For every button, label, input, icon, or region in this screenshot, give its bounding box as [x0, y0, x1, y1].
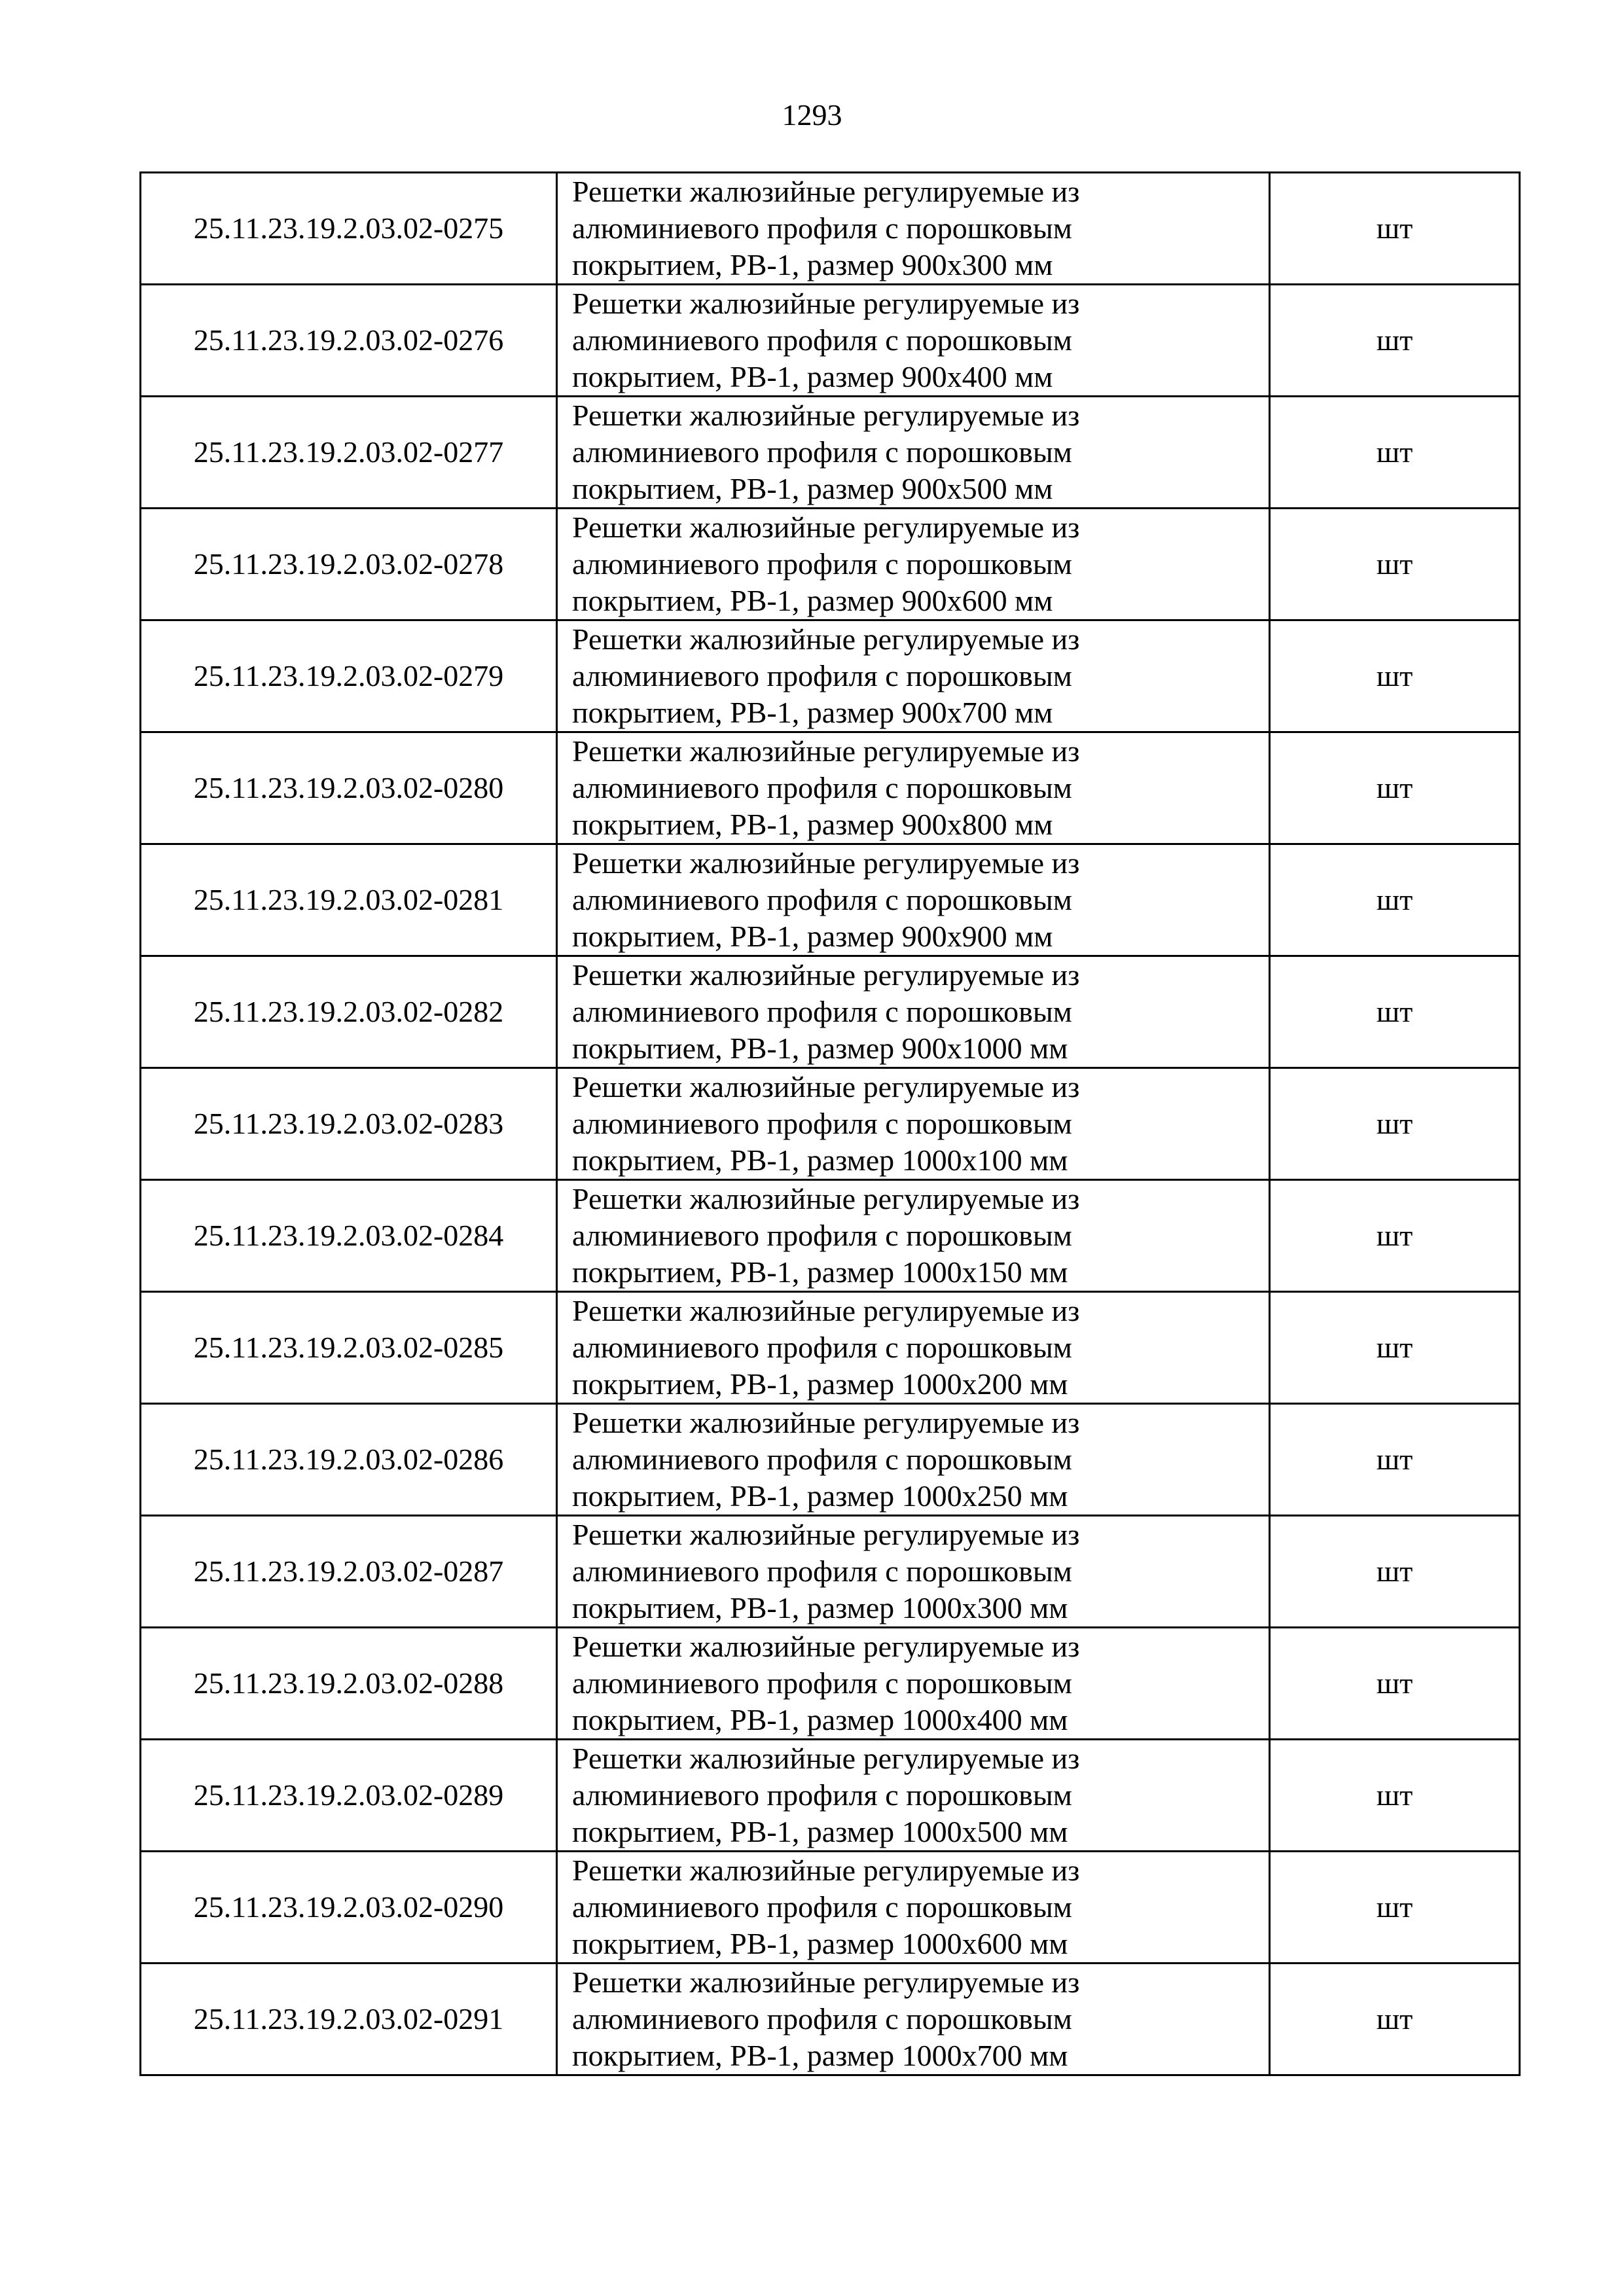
table-row [141, 1964, 1520, 2075]
item-code-cell: 25.11.23.19.2.03.02-0289 [141, 1740, 557, 1852]
item-description-line: алюминиевого профиля с порошковым [572, 1554, 1072, 1588]
item-description-cell [557, 1964, 1270, 2075]
item-description-line: Решетки жалюзийные регулируемые из [572, 1630, 1080, 1663]
item-unit-cell: шт [1270, 509, 1520, 620]
table-row [141, 1740, 1520, 1852]
item-description-line: покрытием, РВ-1, размер 1000х100 мм [572, 1143, 1068, 1177]
item-description-cell [557, 1180, 1270, 1292]
item-description-line: Решетки жалюзийные регулируемые из [572, 1070, 1080, 1103]
item-description-line: алюминиевого профиля с порошковым [572, 1331, 1072, 1364]
item-code-cell: 25.11.23.19.2.03.02-0275 [141, 173, 557, 285]
table-row [141, 173, 1520, 285]
table-row [141, 1852, 1520, 1964]
item-unit-cell: шт [1270, 173, 1520, 285]
item-description-cell [557, 397, 1270, 509]
item-code-cell: 25.11.23.19.2.03.02-0283 [141, 1068, 557, 1180]
item-description-line: Решетки жалюзийные регулируемые из [572, 287, 1080, 320]
item-description-line: покрытием, РВ-1, размер 1000х700 мм [572, 2039, 1068, 2072]
item-description-cell [557, 956, 1270, 1068]
item-unit-cell: шт [1270, 732, 1520, 844]
item-description-line: покрытием, РВ-1, размер 900х1000 мм [572, 1031, 1068, 1065]
item-code-cell: 25.11.23.19.2.03.02-0287 [141, 1516, 557, 1628]
item-description-line: алюминиевого профиля с порошковым [572, 883, 1072, 916]
item-description-cell [557, 1068, 1270, 1180]
item-description-line: алюминиевого профиля с порошковым [572, 1443, 1072, 1476]
item-description-line: алюминиевого профиля с порошковым [572, 1219, 1072, 1252]
item-unit-cell: шт [1270, 1516, 1520, 1628]
item-code-cell: 25.11.23.19.2.03.02-0288 [141, 1628, 557, 1740]
item-description-line: алюминиевого профиля с порошковым [572, 1666, 1072, 1700]
item-unit-cell: шт [1270, 1628, 1520, 1740]
item-code-cell: 25.11.23.19.2.03.02-0286 [141, 1404, 557, 1516]
item-unit-cell: шт [1270, 1292, 1520, 1404]
item-unit-cell: шт [1270, 1068, 1520, 1180]
table-row [141, 285, 1520, 397]
item-unit-cell: шт [1270, 1404, 1520, 1516]
item-description-line: Решетки жалюзийные регулируемые из [572, 399, 1080, 432]
item-description-line: алюминиевого профиля с порошковым [572, 323, 1072, 357]
item-code-cell: 25.11.23.19.2.03.02-0280 [141, 732, 557, 844]
table-row [141, 956, 1520, 1068]
item-description-cell [557, 509, 1270, 620]
item-description-line: Решетки жалюзийные регулируемые из [572, 734, 1080, 768]
table-row [141, 1628, 1520, 1740]
item-description-line: алюминиевого профиля с порошковым [572, 1890, 1072, 1924]
item-description-line: алюминиевого профиля с порошковым [572, 2002, 1072, 2036]
item-code-cell: 25.11.23.19.2.03.02-0279 [141, 620, 557, 732]
item-code-cell: 25.11.23.19.2.03.02-0276 [141, 285, 557, 397]
item-unit-cell: шт [1270, 1852, 1520, 1964]
item-unit-cell: шт [1270, 397, 1520, 509]
item-description-line: покрытием, РВ-1, размер 900х600 мм [572, 584, 1053, 617]
table-row [141, 732, 1520, 844]
item-code-cell: 25.11.23.19.2.03.02-0277 [141, 397, 557, 509]
table-row [141, 1404, 1520, 1516]
item-code-cell: 25.11.23.19.2.03.02-0281 [141, 844, 557, 956]
item-description-line: покрытием, РВ-1, размер 1000х150 мм [572, 1255, 1068, 1289]
item-description-line: Решетки жалюзийные регулируемые из [572, 1294, 1080, 1327]
item-description-line: Решетки жалюзийные регулируемые из [572, 1182, 1080, 1215]
item-description-line: покрытием, РВ-1, размер 900х400 мм [572, 360, 1053, 393]
item-description-line: покрытием, РВ-1, размер 900х900 мм [572, 920, 1053, 953]
item-description-cell [557, 1292, 1270, 1404]
item-description-line: покрытием, РВ-1, размер 900х300 мм [572, 248, 1053, 281]
item-description-line: алюминиевого профиля с порошковым [572, 1778, 1072, 1812]
item-code-cell: 25.11.23.19.2.03.02-0291 [141, 1964, 557, 2075]
item-description-cell [557, 1740, 1270, 1852]
item-description-line: покрытием, РВ-1, размер 1000х600 мм [572, 1927, 1068, 1960]
item-description-line: покрытием, РВ-1, размер 900х500 мм [572, 472, 1053, 505]
item-unit-cell: шт [1270, 844, 1520, 956]
item-description-cell [557, 285, 1270, 397]
table-row [141, 1516, 1520, 1628]
item-description-line: алюминиевого профиля с порошковым [572, 995, 1072, 1028]
item-description-line: Решетки жалюзийные регулируемые из [572, 1742, 1080, 1775]
item-description-line: алюминиевого профиля с порошковым [572, 547, 1072, 581]
item-description-line: Решетки жалюзийные регулируемые из [572, 1854, 1080, 1887]
table-row [141, 844, 1520, 956]
table-row [141, 1068, 1520, 1180]
table-row [141, 397, 1520, 509]
item-unit-cell: шт [1270, 1180, 1520, 1292]
page-number: 1293 [782, 98, 842, 132]
item-code-cell: 25.11.23.19.2.03.02-0284 [141, 1180, 557, 1292]
table-row [141, 509, 1520, 620]
item-description-line: Решетки жалюзийные регулируемые из [572, 1518, 1080, 1551]
item-code-cell: 25.11.23.19.2.03.02-0278 [141, 509, 557, 620]
item-description-line: алюминиевого профиля с порошковым [572, 435, 1072, 469]
item-unit-cell: шт [1270, 1964, 1520, 2075]
item-unit-cell: шт [1270, 620, 1520, 732]
item-description-cell [557, 1516, 1270, 1628]
item-description-line: алюминиевого профиля с порошковым [572, 211, 1072, 245]
item-description-line: покрытием, РВ-1, размер 900х700 мм [572, 696, 1053, 729]
item-description-line: Решетки жалюзийные регулируемые из [572, 958, 1080, 992]
item-description-line: алюминиевого профиля с порошковым [572, 659, 1072, 692]
item-description-cell [557, 1628, 1270, 1740]
item-description-cell [557, 844, 1270, 956]
table-row [141, 620, 1520, 732]
item-description-cell [557, 1404, 1270, 1516]
item-description-line: Решетки жалюзийные регулируемые из [572, 846, 1080, 880]
item-description-line: Решетки жалюзийные регулируемые из [572, 1406, 1080, 1439]
item-description-line: Решетки жалюзийные регулируемые из [572, 175, 1080, 208]
item-unit-cell: шт [1270, 285, 1520, 397]
item-description-cell [557, 732, 1270, 844]
table-row [141, 1180, 1520, 1292]
item-description-line: покрытием, РВ-1, размер 1000х500 мм [572, 1815, 1068, 1848]
item-description-cell [557, 1852, 1270, 1964]
item-description-line: Решетки жалюзийные регулируемые из [572, 511, 1080, 544]
item-description-line: Решетки жалюзийные регулируемые из [572, 622, 1080, 656]
item-description-cell [557, 173, 1270, 285]
item-unit-cell: шт [1270, 1740, 1520, 1852]
item-description-line: покрытием, РВ-1, размер 1000х300 мм [572, 1591, 1068, 1624]
table-row [141, 1292, 1520, 1404]
item-unit-cell: шт [1270, 956, 1520, 1068]
item-code-cell: 25.11.23.19.2.03.02-0285 [141, 1292, 557, 1404]
item-description-line: алюминиевого профиля с порошковым [572, 1107, 1072, 1140]
item-description-line: покрытием, РВ-1, размер 1000х200 мм [572, 1367, 1068, 1401]
item-description-line: Решетки жалюзийные регулируемые из [572, 1965, 1080, 1999]
item-description-line: покрытием, РВ-1, размер 1000х250 мм [572, 1479, 1068, 1513]
item-description-line: покрытием, РВ-1, размер 1000х400 мм [572, 1703, 1068, 1736]
items-table-body [141, 173, 1520, 2075]
item-code-cell: 25.11.23.19.2.03.02-0282 [141, 956, 557, 1068]
item-code-cell: 25.11.23.19.2.03.02-0290 [141, 1852, 557, 1964]
item-description-cell [557, 620, 1270, 732]
item-description-line: алюминиевого профиля с порошковым [572, 771, 1072, 804]
item-description-line: покрытием, РВ-1, размер 900х800 мм [572, 808, 1053, 841]
items-table [139, 171, 1521, 2076]
